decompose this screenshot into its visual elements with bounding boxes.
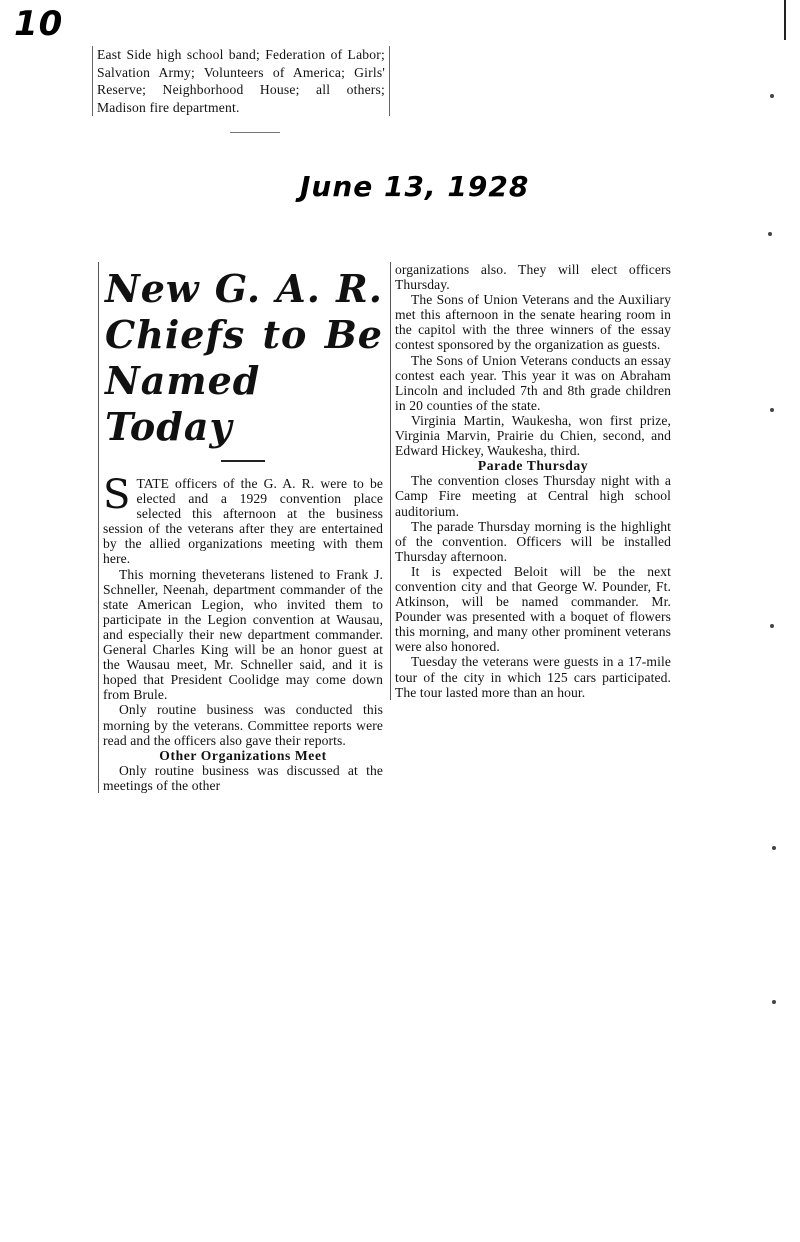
subhead-other-organizations: Other Organizations Meet xyxy=(159,747,327,763)
paragraph: Virginia Martin, Waukesha, won first prize, Virginia Marvin, Prairie du Chien, second, and Edward Hickey, Waukesha, third. xyxy=(395,412,671,459)
paragraph: Only routine business was discussed at the meetings of the other xyxy=(103,762,383,793)
scan-speck xyxy=(772,846,776,850)
paragraph: The Sons of Union Veterans and the Auxiliary met this afternoon in the senate hearing room in the capitol with the three winners of the essay contest sponsored by the organization as guests. xyxy=(395,292,671,353)
paragraph: The convention closes Thursday night with a Camp Fire meeting at Central high school auditorium. xyxy=(395,473,671,519)
page-number: 10 xyxy=(14,4,64,44)
paragraph: Tuesday the veterans were guests in a 17-mile tour of the city in which 125 cars participated. The tour lasted more than an hour. xyxy=(395,654,671,700)
clipping-rule xyxy=(230,132,280,133)
top-clipping: East Side high school band; Federation of Labor; Salvation Army; Volunteers of America; Girls' Reserve; Neighborhood House; all others; Madison fire department. xyxy=(92,46,390,116)
scan-speck xyxy=(770,624,774,628)
paragraph: The Sons of Union Veterans conducts an essay contest each year. This year it was on Abraham Lincoln and included 7th and 8th grade children in 20 counties of the state. xyxy=(395,352,671,413)
paragraph: This morning theveterans listened to Frank J. Schneller, Neenah, department commander of the state American Legion, who invited them to participate in the Legion convention at Wausau, and especially their new department commander. General Charles King will be an honor guest at the Wausau meet, Mr. Schneller said, and it is hoped that President Coolidge may come down from Brule. xyxy=(103,566,383,703)
article-column-2 xyxy=(390,262,671,700)
drop-cap: S xyxy=(103,472,131,518)
article-column-1 xyxy=(98,262,383,793)
paragraph: Only routine business was conducted this morning by the veterans. Committee reports were read and the officers also gave their reports. xyxy=(103,702,383,748)
scan-speck xyxy=(770,408,774,412)
paragraph: It is expected Beloit will be the next convention city and that George W. Pounder, Ft. Atkinson, will be named commander. Mr. Pounder was presented with a boquet of flowers this morning, and many other prominent veterans were also honored. xyxy=(395,563,671,655)
paragraph: organizations also. They will elect officers Thursday. xyxy=(395,262,671,293)
lead-paragraph: STATE officers of the G. A. R. were to be elected and a 1929 convention place selected this afternoon at the business session of the veterans after they are entertained by the allied organizations meeting with them here. xyxy=(103,472,383,567)
scan-speck xyxy=(768,232,772,236)
article-headline: New G. A. R. Chiefs to Be Named Today xyxy=(105,266,383,449)
scan-speck xyxy=(770,94,774,98)
handwritten-date: June 13, 1928 xyxy=(300,170,530,203)
subhead-parade-thursday: Parade Thursday xyxy=(477,458,589,474)
headline-rule xyxy=(221,460,265,462)
scan-speck xyxy=(772,1000,776,1004)
paragraph: The parade Thursday morning is the highlight of the convention. Officers will be installed Thursday afternoon. xyxy=(395,518,671,564)
margin-line xyxy=(784,0,786,40)
